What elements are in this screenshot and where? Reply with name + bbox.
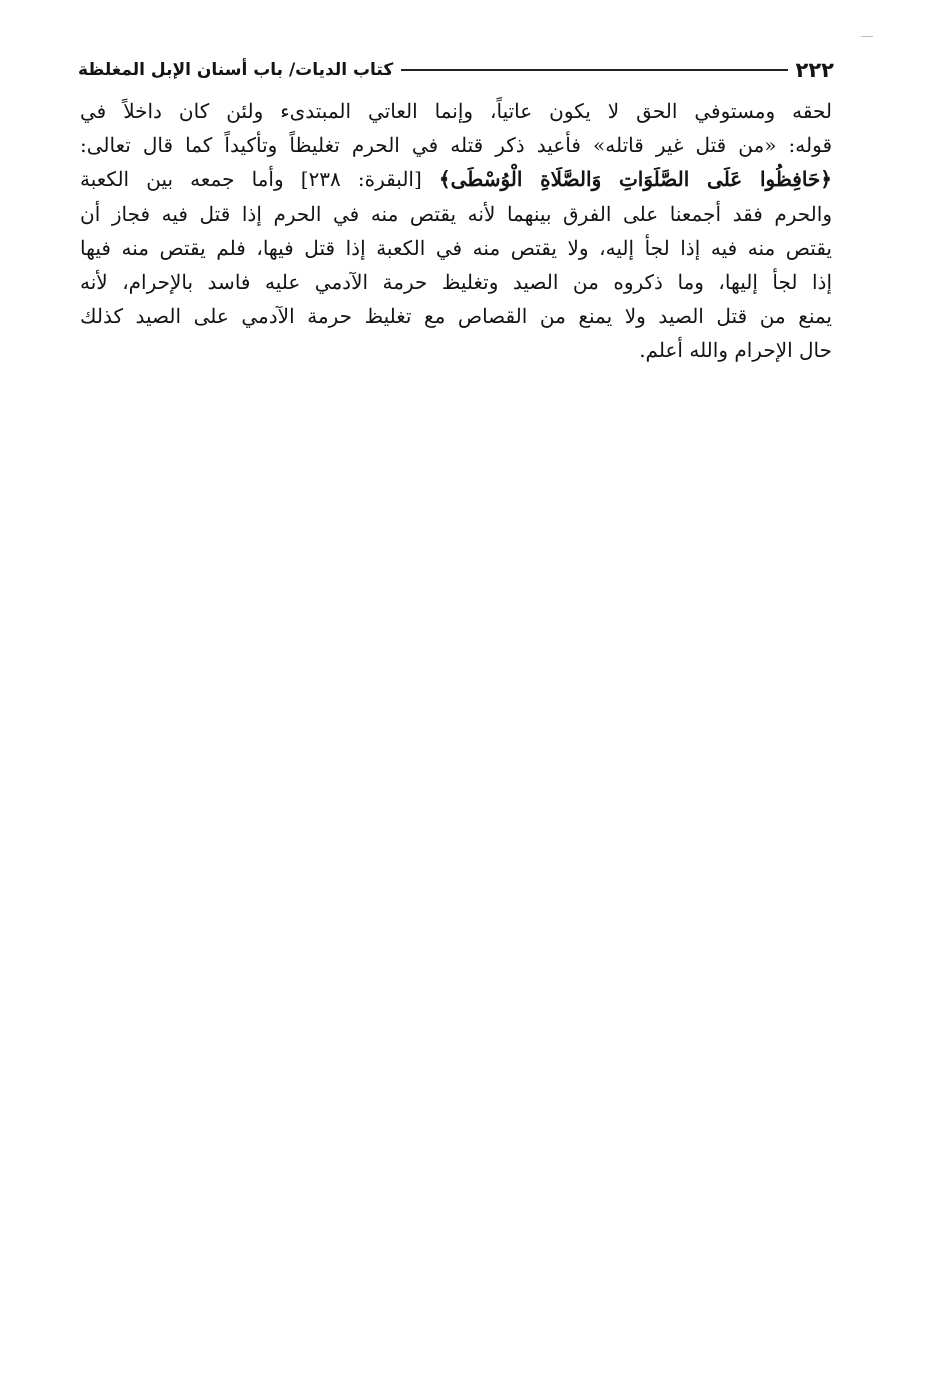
page-header: [78, 50, 834, 90]
page-number: ٢٢٢: [795, 58, 834, 82]
running-title: كتاب الديات/ باب أسنان الإبل المغلظة: [78, 60, 394, 80]
text-line-2: قوله: «من قتل غير قاتله» فأعيد ذكر قتله في الحرم تغليظاً وتأكيداً كما قال تعالى:: [80, 133, 832, 158]
quran-reference: [البقرة: ٢٣٨]: [300, 167, 422, 192]
text-line-4: والحرم فقد أجمعنا على الفرق بينهما لأنه يقتص منه في الحرم إذا قتل فيه فجاز أن: [80, 201, 832, 226]
text-line-8: حال الإحرام والله أعلم.: [639, 338, 832, 363]
scan-mark: [861, 36, 873, 37]
text-line-6: إذا لجأ إليها، وما ذكروه من الصيد وتغليظ حرمة الآدمي عليه فاسد بالإحرام، لأنه: [80, 269, 832, 294]
quran-verse: ﴿حَافِظُوا عَلَى الصَّلَوَاتِ وَالصَّلَاةِ الْوُسْطَى﴾: [438, 167, 832, 192]
text-line-5: يقتص منه فيه إذا لجأ إليه، ولا يقتص منه في الكعبة إذا قتل فيها، فلم يقتص منه فيها: [80, 235, 832, 260]
text-line-3-rest: وأما جمعه بين الكعبة: [80, 167, 284, 192]
text-line-7: يمنع من قتل الصيد ولا يمنع من القصاص مع تغليظ حرمة الآدمي على الصيد كذلك: [80, 304, 832, 329]
text-line-1: لحقه ومستوفي الحق لا يكون عاتياً، وإنما العاتي المبتدىء ولئن كان داخلاً في: [80, 99, 832, 123]
body-text: [80, 94, 832, 368]
header-rule: [401, 69, 787, 71]
text-line-3: [80, 162, 832, 196]
